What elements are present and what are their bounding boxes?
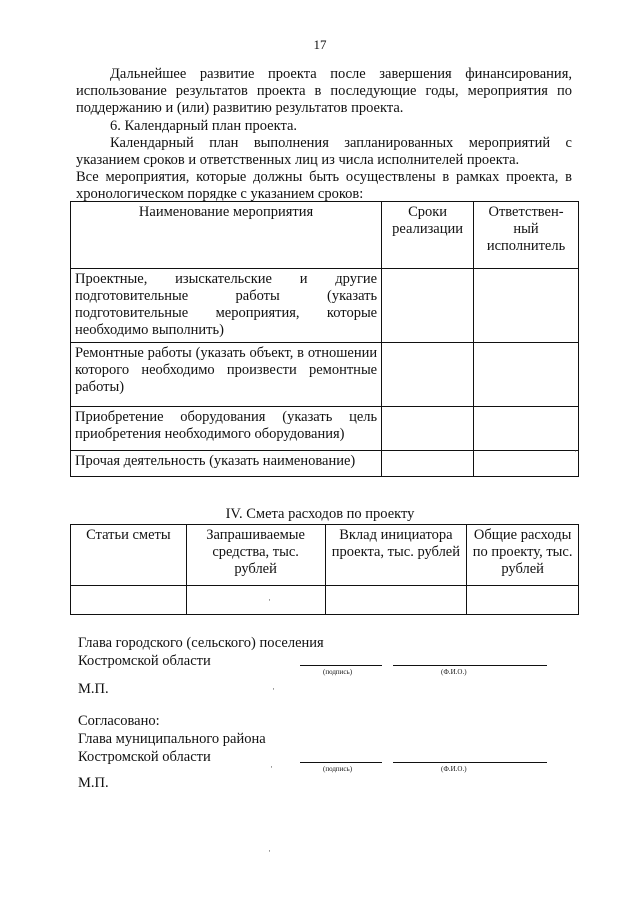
signature-caption: (подпись) bbox=[323, 668, 353, 676]
dates-cell[interactable] bbox=[382, 407, 474, 451]
activities-intro: Все мероприятия, которые должны быть осуществлены в рамках проекта, в хронологическом порядке с указанием сроков: bbox=[76, 169, 572, 202]
table-row bbox=[71, 586, 579, 615]
name-caption: (Ф.И.О.) bbox=[441, 668, 467, 676]
calendar-plan-heading: 6. Календарный план проекта. bbox=[110, 118, 298, 134]
budget-table bbox=[70, 524, 579, 615]
responsible-cell[interactable] bbox=[474, 451, 579, 477]
agreed-label: Согласовано: bbox=[78, 713, 160, 729]
region-name: Костромской области bbox=[78, 653, 211, 669]
signature-caption: (подпись) bbox=[323, 765, 353, 773]
calendar-plan-description: Календарный план выполнения запланированных мероприятий с указанием сроков и ответственных лиц из числа исполнителей проекта. bbox=[76, 135, 572, 168]
scan-speck: · bbox=[268, 846, 271, 856]
column-header-requested-funds: Запрашиваемые средства, тыс. рублей bbox=[186, 525, 325, 586]
name-line[interactable] bbox=[393, 762, 547, 763]
activity-cell: Приобретение оборудования (указать цель приобретения необходимого оборудования) bbox=[71, 407, 382, 451]
name-caption: (Ф.И.О.) bbox=[441, 765, 467, 773]
scan-speck: · bbox=[272, 684, 275, 694]
scan-speck: · bbox=[574, 446, 577, 456]
budget-cell[interactable] bbox=[325, 586, 467, 615]
signature-block-settlement-head bbox=[78, 634, 324, 670]
seal-placeholder: М.П. bbox=[78, 681, 109, 697]
responsible-cell[interactable] bbox=[474, 407, 579, 451]
column-header-dates: Сроки реализации bbox=[382, 202, 474, 269]
page-number: 17 bbox=[313, 37, 327, 52]
table-row bbox=[71, 407, 579, 451]
dates-cell[interactable] bbox=[382, 343, 474, 407]
name-line[interactable] bbox=[393, 665, 547, 666]
signature-line[interactable] bbox=[300, 665, 382, 666]
dates-cell[interactable] bbox=[382, 269, 474, 343]
calendar-plan-table bbox=[70, 201, 579, 477]
activity-cell: Проектные, изыскательские и другие подготовительные работы (указать подготовительные мероприятия, которые необходимо выполнить) bbox=[71, 269, 382, 343]
table-row bbox=[71, 269, 579, 343]
activity-cell: Прочая деятельность (указать наименование) bbox=[71, 451, 382, 477]
scan-speck: · bbox=[270, 762, 273, 772]
table-header-row bbox=[71, 525, 579, 586]
signature-block-district-head bbox=[78, 712, 266, 766]
table-row bbox=[71, 451, 579, 477]
responsible-cell[interactable] bbox=[474, 269, 579, 343]
table-header-row bbox=[71, 202, 579, 269]
signature-line[interactable] bbox=[300, 762, 382, 763]
settlement-head-title: Глава городского (сельского) поселения bbox=[78, 635, 324, 651]
column-header-total-expenses: Общие расходы по проекту, тыс. рублей bbox=[467, 525, 579, 586]
budget-cell[interactable] bbox=[71, 586, 187, 615]
district-head-title: Глава муниципального района bbox=[78, 731, 266, 747]
dates-cell[interactable] bbox=[382, 451, 474, 477]
scan-speck: · bbox=[268, 595, 271, 605]
responsible-cell[interactable] bbox=[474, 343, 579, 407]
budget-section-title: IV. Смета расходов по проекту bbox=[225, 506, 415, 522]
region-name: Костромской области bbox=[78, 749, 211, 765]
table-row bbox=[71, 343, 579, 407]
activity-cell: Ремонтные работы (указать объект, в отношении которого необходимо произвести ремонтные работы) bbox=[71, 343, 382, 407]
column-header-responsible: Ответствен-ный исполнитель bbox=[474, 202, 579, 269]
seal-placeholder: М.П. bbox=[78, 775, 109, 791]
column-header-budget-items: Статьи сметы bbox=[71, 525, 187, 586]
budget-cell[interactable] bbox=[186, 586, 325, 615]
project-development-paragraph: Дальнейшее развитие проекта после завершения финансирования, использование результатов проекта в последующие годы, мероприятия по поддержанию и (или) развитию результатов проекта. bbox=[76, 66, 572, 116]
column-header-initiator-contribution: Вклад инициатора проекта, тыс. рублей bbox=[325, 525, 467, 586]
column-header-activity: Наименование мероприятия bbox=[71, 202, 382, 269]
budget-cell[interactable] bbox=[467, 586, 579, 615]
